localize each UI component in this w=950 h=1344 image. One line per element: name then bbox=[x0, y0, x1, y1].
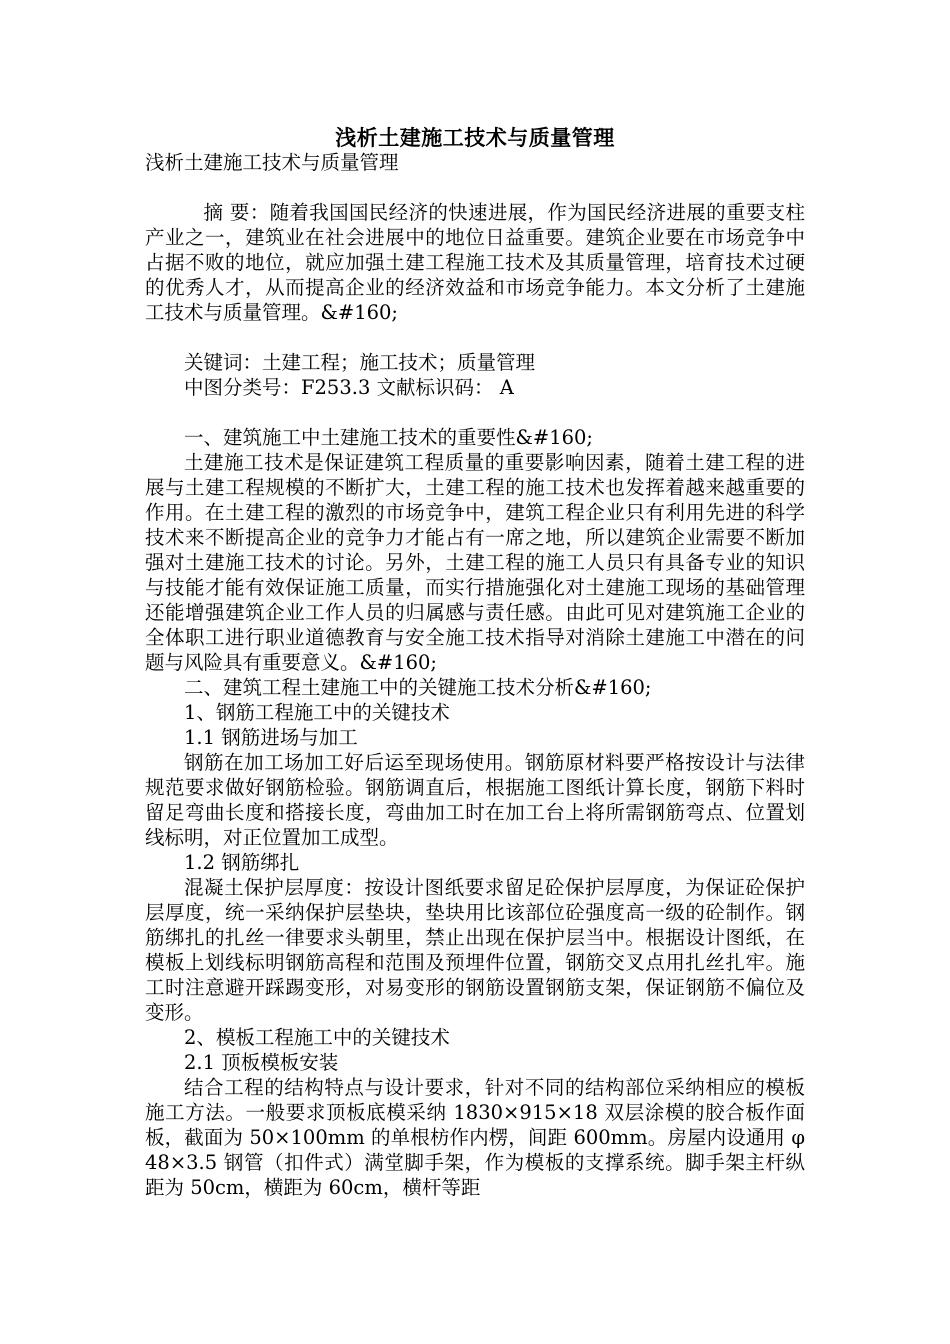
document-title: 浅析土建施工技术与质量管理 bbox=[335, 125, 615, 150]
spacer bbox=[145, 400, 805, 425]
classification-line: 中图分类号：F253.3 文献标识码： A bbox=[184, 376, 514, 399]
subsection-heading-1-1: 1.1 钢筋进场与加工 bbox=[184, 726, 358, 749]
abstract-paragraph: 摘 要：随着我国国民经济的快速进展，作为国民经济进展的重要支柱产业之一，建筑业在社会进展中的地位日益重要。建筑企业要在市场竞争中占据不败的地位，就应加强土建工程施工技术及其质量管理，培育技术过硬的优秀人才，从而提高企业的经济效益和市场竞争能力。本文分析了土建施工技术与质量管理。&#160; bbox=[145, 201, 805, 324]
subsection-heading-2-1: 2.1 顶板模板安装 bbox=[184, 1051, 339, 1074]
section-1-paragraph: 土建施工技术是保证建筑工程质量的重要影响因素，随着土建工程的进展与土建工程规模的不断扩大，土建工程的施工技术也发挥着越来越重要的作用。在土建工程的激烈的市场竞争中，建筑工程企业只有利用先进的科学技术来不断提高企业的竞争力才能占有一席之地，所以建筑企业需要不断加强对土建施工技术的讨论。另外，土建工程的施工人员只有具备专业的知识与技能才能有效保证施工质量，而实行措施强化对土建施工现场的基础管理还能增强建筑企业工作人员的归属感与责任感。由此可见对建筑施工企业的全体职工进行职业道德教育与安全施工技术指导对消除土建施工中潜在的问题与风险具有重要意义。&#160; bbox=[145, 451, 805, 674]
subsection-2-1-paragraph: 结合工程的结构特点与设计要求，针对不同的结构部位采纳相应的模板施工方法。一般要求顶板底模采纳 1830×915×18 双层涂模的胶合板作面板，截面为 50×100mm 的单根枋作内楞，间距 600mm。房屋内设通用 φ48×3.5 钢管（扣件式）满堂脚手架，作为模板的支撑系统。脚手架主杆纵距为 50cm，横距为 60cm，横杆等距 bbox=[145, 1076, 805, 1199]
subsection-heading-1-2: 1.2 钢筋绑扎 bbox=[184, 851, 300, 874]
spacer bbox=[145, 325, 805, 350]
subsection-heading-2: 2、模板工程施工中的关键技术 bbox=[184, 1026, 450, 1049]
document-body bbox=[145, 150, 805, 1200]
section-heading-2: 二、建筑工程土建施工中的关键施工技术分析&#160; bbox=[184, 676, 652, 699]
document-subtitle: 浅析土建施工技术与质量管理 bbox=[145, 151, 399, 174]
keywords-line: 关键词：土建工程；施工技术；质量管理 bbox=[184, 351, 536, 374]
spacer bbox=[145, 175, 805, 200]
subsection-1-2-paragraph: 混凝土保护层厚度：按设计图纸要求留足砼保护层厚度，为保证砼保护层厚度，统一采纳保护层垫块，垫块用比该部位砼强度高一级的砼制作。钢筋绑扎的扎丝一律要求头朝里，禁止出现在保护层当中。根据设计图纸，在模板上划线标明钢筋高程和范围及预埋件位置，钢筋交叉点用扎丝扎牢。施工时注意避开踩踢变形，对易变形的钢筋设置钢筋支架，保证钢筋不偏位及变形。 bbox=[145, 876, 805, 1024]
subsection-heading-1: 1、钢筋工程施工中的关键技术 bbox=[184, 701, 450, 724]
subsection-1-1-paragraph: 钢筋在加工场加工好后运至现场使用。钢筋原材料要严格按设计与法律规范要求做好钢筋检验。钢筋调直后，根据施工图纸计算长度，钢筋下料时留足弯曲长度和搭接长度，弯曲加工时在加工台上将所需钢筋弯点、位置划线标明，对正位置加工成型。 bbox=[145, 751, 805, 849]
section-heading-1: 一、建筑施工中土建施工技术的重要性&#160; bbox=[184, 426, 593, 449]
